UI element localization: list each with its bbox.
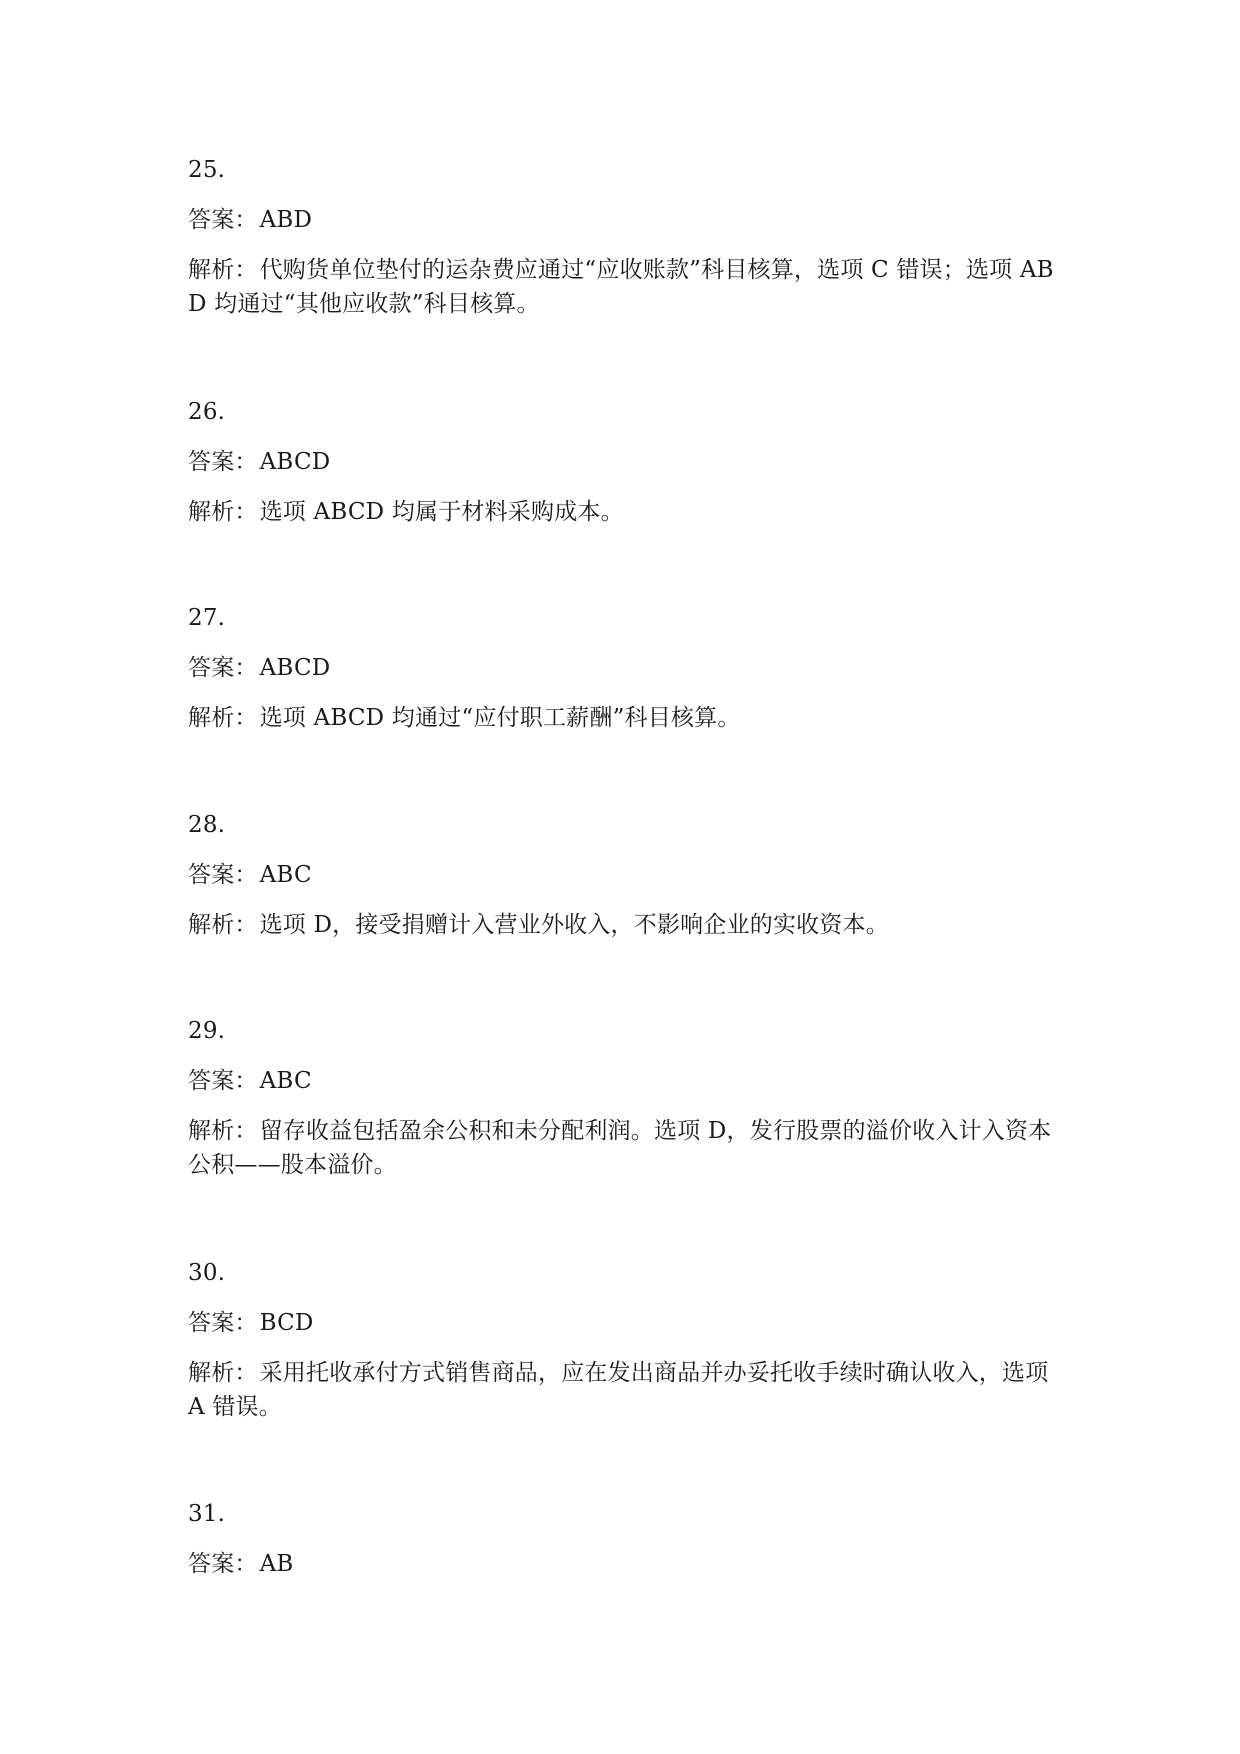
answer-line xyxy=(188,203,1068,237)
answer-value: AB xyxy=(259,1551,294,1577)
answer-label: 答案： xyxy=(188,1310,258,1336)
explanation-text: 代购货单位垫付的运杂费应通过“应收账款”科目核算，选项 C 错误；选项 ABD 均通过“其他应收款”科目核算。 xyxy=(188,257,1054,317)
explanation-label: 解析： xyxy=(188,499,258,525)
explanation-line xyxy=(188,908,1068,942)
question-number: 29. xyxy=(188,1018,226,1044)
explanation-line xyxy=(188,253,1068,321)
explanation-line xyxy=(188,1114,1068,1182)
answer-value: ABC xyxy=(259,862,312,888)
explanation-text: 选项 ABCD 均属于材料采购成本。 xyxy=(259,499,624,525)
answer-label: 答案： xyxy=(188,655,258,681)
answer-label: 答案： xyxy=(188,1551,258,1577)
answer-line xyxy=(188,858,1068,892)
question-number: 30. xyxy=(188,1260,226,1286)
answer-label: 答案： xyxy=(188,1068,258,1094)
explanation-line xyxy=(188,1356,1068,1424)
question-number: 31. xyxy=(188,1501,226,1527)
question-28 xyxy=(188,808,1068,942)
answer-value: ABD xyxy=(259,207,313,233)
question-number: 26. xyxy=(188,399,226,425)
explanation-text: 采用托收承付方式销售商品，应在发出商品并办妥托收手续时确认收入，选项 A 错误。 xyxy=(188,1360,1056,1420)
explanation-label: 解析： xyxy=(188,257,258,283)
question-27 xyxy=(188,601,1068,735)
answer-line xyxy=(188,1547,1068,1581)
explanation-line xyxy=(188,495,1068,529)
answer-label: 答案： xyxy=(188,449,258,475)
answer-line xyxy=(188,651,1068,685)
explanation-label: 解析： xyxy=(188,1360,258,1386)
explanation-line xyxy=(188,701,1068,735)
explanation-label: 解析： xyxy=(188,912,258,938)
question-number: 25. xyxy=(188,157,226,183)
question-number: 28. xyxy=(188,812,226,838)
answer-line xyxy=(188,1064,1068,1098)
explanation-text: 留存收益包括盈余公积和未分配利润。选项 D，发行股票的溢价收入计入资本公积——股本溢价。 xyxy=(188,1118,1052,1178)
explanation-label: 解析： xyxy=(188,1118,258,1144)
question-30 xyxy=(188,1256,1068,1424)
answer-value: BCD xyxy=(259,1310,314,1336)
question-31 xyxy=(188,1497,1068,1581)
explanation-text: 选项 ABCD 均通过“应付职工薪酬”科目核算。 xyxy=(259,705,741,731)
explanation-label: 解析： xyxy=(188,705,258,731)
answer-value: ABCD xyxy=(259,655,331,681)
question-25 xyxy=(188,153,1068,321)
answer-label: 答案： xyxy=(188,207,258,233)
question-number: 27. xyxy=(188,605,226,631)
explanation-text: 选项 D，接受捐赠计入营业外收入，不影响企业的实收资本。 xyxy=(259,912,889,938)
answer-line xyxy=(188,1306,1068,1340)
answer-value: ABC xyxy=(259,1068,312,1094)
answer-value: ABCD xyxy=(259,449,331,475)
question-29 xyxy=(188,1014,1068,1182)
question-26 xyxy=(188,395,1068,529)
answer-line xyxy=(188,445,1068,479)
answer-label: 答案： xyxy=(188,862,258,888)
